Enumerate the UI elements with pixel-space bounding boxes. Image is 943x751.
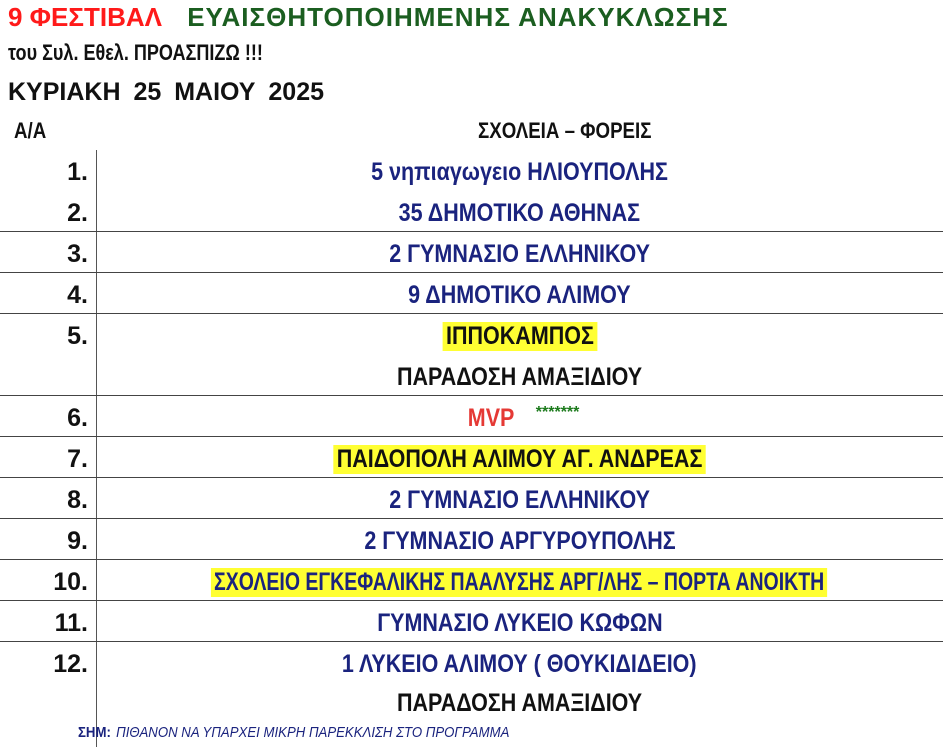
row-number: 7. <box>67 445 88 473</box>
school-name: 1 ΛΥΚΕΙΟ ΑΛΙΜΟΥ ( ΘΟΥΚΙΔΙΔΕΙΟ) <box>342 650 697 678</box>
footnote <box>78 724 509 741</box>
row-number: 4. <box>67 281 88 309</box>
school-name: ΓΥΜΝΑΣΙΟ ΛΥΚΕΙΟ ΚΩΦΩΝ <box>376 609 663 637</box>
school-name: 2 ΓΥΜΝΑΣΙΟ ΑΡΓΥΡΟΥΠΟΛΗΣ <box>363 527 676 555</box>
row-number: 9. <box>67 527 88 555</box>
school-name: ΠΑΙΔΟΠΟΛΗ ΑΛΙΜΟΥ ΑΓ. ΑΝΔΡΕΑΣ <box>333 445 705 474</box>
table-row <box>0 480 943 520</box>
school-name: 35 ΔΗΜΟΤΙΚΟ ΑΘΗΝΑΣ <box>398 199 641 227</box>
row-number: 3. <box>67 240 88 268</box>
row-number: 11. <box>54 609 88 637</box>
table-row <box>0 439 943 479</box>
school-name: 2 ΓΥΜΝΑΣΙΟ ΕΛΛΗΝΙΚΟΥ <box>389 486 650 514</box>
column-header-schools: ΣΧΟΛΕΙΑ – ΦΟΡΕΙΣ <box>478 118 652 143</box>
event-date: ΚΥΡΙΑΚΗ 25 ΜΑΙΟΥ 2025 <box>8 78 325 106</box>
table-row <box>0 234 943 274</box>
school-name: 9 ΔΗΜΟΤΙΚΟ ΑΛΙΜΟΥ <box>408 281 631 309</box>
footnote-text: ΠΙΘΑΝΟΝ ΝΑ ΥΠΑΡΧΕΙ ΜΙΚΡΗ ΠΑΡΕΚΚΛΙΣΗ ΣΤΟ ΠΡΟΓΡΑΜΜΑ <box>116 724 510 741</box>
row-number: 10. <box>53 568 88 596</box>
school-name: ΣΧΟΛΕΙΟ ΕΓΚΕΦΑΛΙΚΗΣ ΠΑΑΛΥΣΗΣ ΑΡΓ/ΛΗΣ – ΠΟΡΤΑ ΑΝΟΙΚΤΗ <box>211 568 827 597</box>
row-number: 8. <box>67 486 88 514</box>
organizer-line: του Συλ. Εθελ. ΠΡΟΑΣΠΙΖΩ !!! <box>8 40 263 65</box>
column-header-number: Α/Α <box>14 118 47 143</box>
table-row <box>0 521 943 561</box>
school-name: MVP <box>467 404 515 432</box>
stars-mark: ******* <box>535 404 580 421</box>
table-row-extra <box>0 357 943 397</box>
table-row <box>0 193 943 233</box>
wheelchair-delivery-note: ΠΑΡΑΔΟΣΗ ΑΜΑΞΙΔΙΟΥ <box>396 689 643 717</box>
table-row <box>0 398 943 438</box>
row-number: 2. <box>67 199 88 227</box>
table-row <box>0 275 943 315</box>
school-name: 2 ΓΥΜΝΑΣΙΟ ΕΛΛΗΝΙΚΟΥ <box>389 240 650 268</box>
wheelchair-delivery-note: ΠΑΡΑΔΟΣΗ ΑΜΑΞΙΔΙΟΥ <box>396 363 643 391</box>
row-number: 6. <box>67 404 88 432</box>
table-row <box>0 603 943 643</box>
title-recycling: ΕΥΑΙΣΘΗΤΟΠΟΙΗΜΕΝΗΣ ΑΝΑΚΥΚΛΩΣΗΣ <box>187 2 729 32</box>
title-festival-number: 9 ΦΕΣΤΙΒΑΛ <box>8 2 162 32</box>
table-row-extra <box>0 683 943 723</box>
table-row <box>0 316 943 356</box>
row-number: 5. <box>67 322 88 350</box>
festival-title <box>8 0 729 34</box>
footnote-label: ΣΗΜ: <box>78 724 111 741</box>
school-name: ΙΠΠΟΚΑΜΠΟΣ <box>442 322 597 351</box>
school-name: 5 νηπιαγωγειο ΗΛΙΟΥΠΟΛΗΣ <box>371 158 668 186</box>
table-row <box>0 644 943 684</box>
table-row <box>0 562 943 602</box>
table-row <box>0 152 943 192</box>
row-number: 12. <box>53 650 88 678</box>
row-number: 1. <box>67 158 88 186</box>
